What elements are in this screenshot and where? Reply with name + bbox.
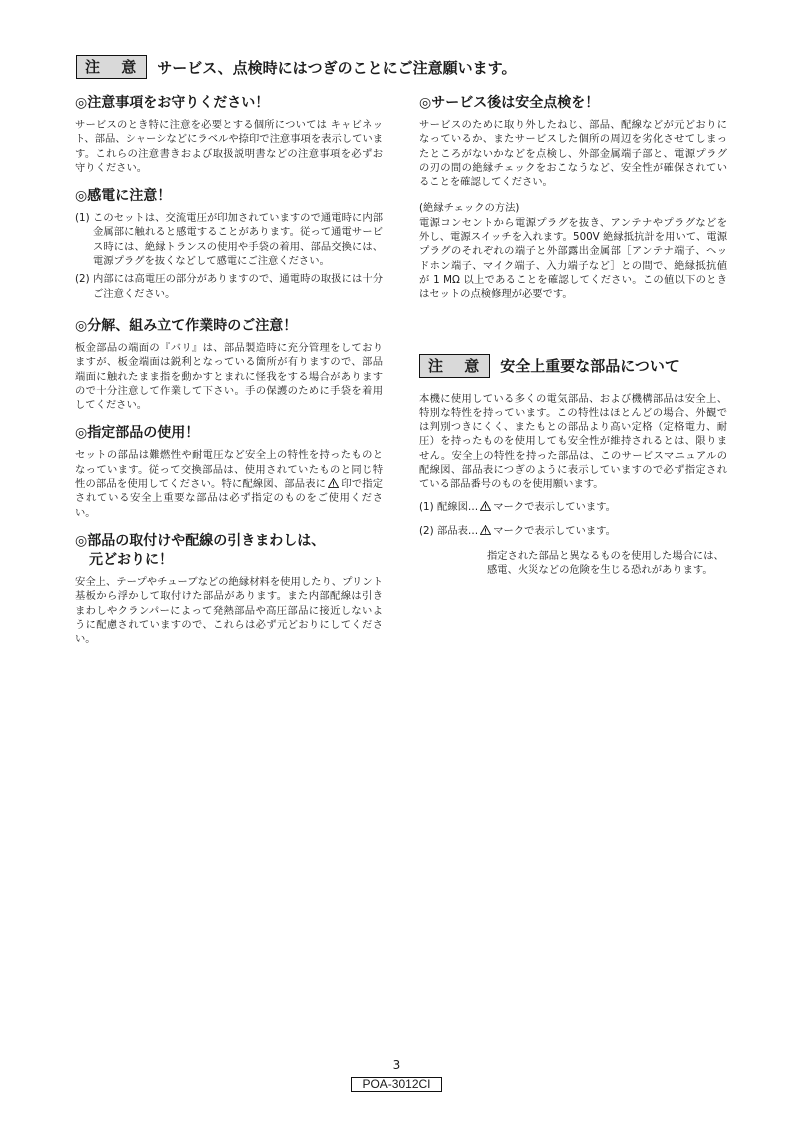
left-column — [75, 94, 383, 646]
section-title-observe-cautions: ◎注意事項をお守りください！ — [75, 95, 270, 111]
mark-list — [419, 500, 727, 539]
important-parts-title: 安全上重要な部品について — [500, 357, 680, 376]
electric-shock-list — [75, 211, 383, 301]
list-item: (1) 配線図… マークで表示しています。 — [419, 500, 616, 513]
insulation-check-title: (絶縁チェックの方法) — [419, 202, 520, 215]
section-title-specified-parts: ◎指定部品の使用！ — [75, 425, 200, 442]
list-item: (2) 内部には高電圧の部分がありますので、通電時の取扱には十分ご注意ください。 — [75, 273, 383, 300]
section-text-safety-check: サービスのために取り外したねじ、部品、配線などが元どおりになっているか、またサービスした個所の周辺を劣化させてしまったところがないかなどを点検し、外部金属端子部と、電源プラグの刃の間の絶縁チェックをおこなうなど、安全性が確保されていることを確認してください。 — [419, 119, 727, 189]
danger-note: 指定された部品と異なるものを使用した場合には、感電、火災などの危険を生じる恐れがあります。 — [487, 549, 724, 576]
list-item: (2) 部品表… マークで表示しています。 — [419, 524, 616, 537]
section-title-wiring: ◎部品の取付けや配線の引きまわしは、 元どおりに！ — [75, 532, 326, 568]
section-text-wiring: 安全上、テープやチューブなどの絶縁材料を使用したり、プリント基板から浮かして取付けた部品があります。また内部配線は引きまわしやクランパーによって発熱部品や高圧部品に接近しないように配慮されていますので、これらは必ず元どおりにしてください。 — [75, 575, 383, 646]
warning-triangle-icon — [480, 525, 491, 535]
list-item: (1) このセットは、交流電圧が印加されていますので通電時に内部金属部に触れると感電することがあります。従って通電サービス時には、絶縁トランスの使用や手袋の着用、部品交換には、電源プラグを抜くなどして感電にご注意ください。 — [75, 212, 383, 268]
page-number: 3 — [392, 1058, 401, 1072]
section-title-safety-check: ◎サービス後は安全点検を！ — [419, 95, 600, 111]
page-header — [76, 54, 517, 80]
section-text-assembly: 板金部品の端面の『バリ』は、部品製造時に充分管理をしておりますが、板金端面は鋭利となっている箇所が有りますので、部品端面に触れたまま指を動かすとまれに怪我をする場合がありますので十分注意して作業して下さい。手の保護のために手袋を着用してください。 — [75, 341, 383, 412]
warning-triangle-icon — [328, 478, 339, 488]
section-title-assembly: ◎分解、組み立て作業時のご注意！ — [75, 317, 298, 334]
important-parts-text: 本機に使用している多くの電気部品、および機構部品は安全上、特別な特性を持っています。この特性はほとんどの場合、外観では判別つきにくく、またもとの部品より高い定格（定格電力、耐圧）を持ったものを使用しても安全性が維持されるとは、限りません。安全上の特性を持った部品は、このサービスマニュアルの配線図、部品表につぎのように表示していますので必ず指定されている部品番号のものを使用願います。 — [419, 392, 727, 491]
right-column — [419, 94, 727, 587]
page-title: サービス、点検時にはつぎのことにご注意願います。 — [157, 58, 517, 77]
section-text-specified-parts: セットの部品は難燃性や耐電圧など安全上の特性を持ったものとなっています。従って交換部品は、使用されていたものと同じ特性の部品を使用してください。特に配線図、部品表に 印で指定されている安全上重要な部品は必ず指定のものをご使用ください。 — [75, 449, 384, 519]
caution-label: 注 意 — [76, 55, 147, 79]
caution-label: 注 意 — [419, 354, 490, 378]
important-parts-header — [419, 354, 727, 378]
insulation-check-text: 電源コンセントから電源プラグを抜き、アンテナやプラグなどを外し、電源スイッチを入れます。500V 絶縁抵抗計を用いて、電源プラグのそれぞれの端子と外部露出金属部［アンテナ端子、ヘッドホン端子、マイク端子、入力端子など］との間で、絶縁抵抗値が 1 MΩ 以上であることを確認してください。この値以下のときはセットの点検修理が必要です。 — [419, 216, 727, 301]
section-title-electric-shock: ◎感電に注意！ — [75, 188, 172, 205]
page-footer — [0, 1057, 793, 1092]
section-text-observe-cautions: サービスのとき特に注意を必要とする個所については キャビネット、部品、シャーシなどにラベルや捺印で注意事項を表示しています。これらの注意書きおよび取扱説明書などの注意事項を必ずお守りください。 — [75, 119, 383, 174]
warning-triangle-icon — [480, 501, 491, 511]
model-number: POA-3012CI — [351, 1077, 441, 1092]
